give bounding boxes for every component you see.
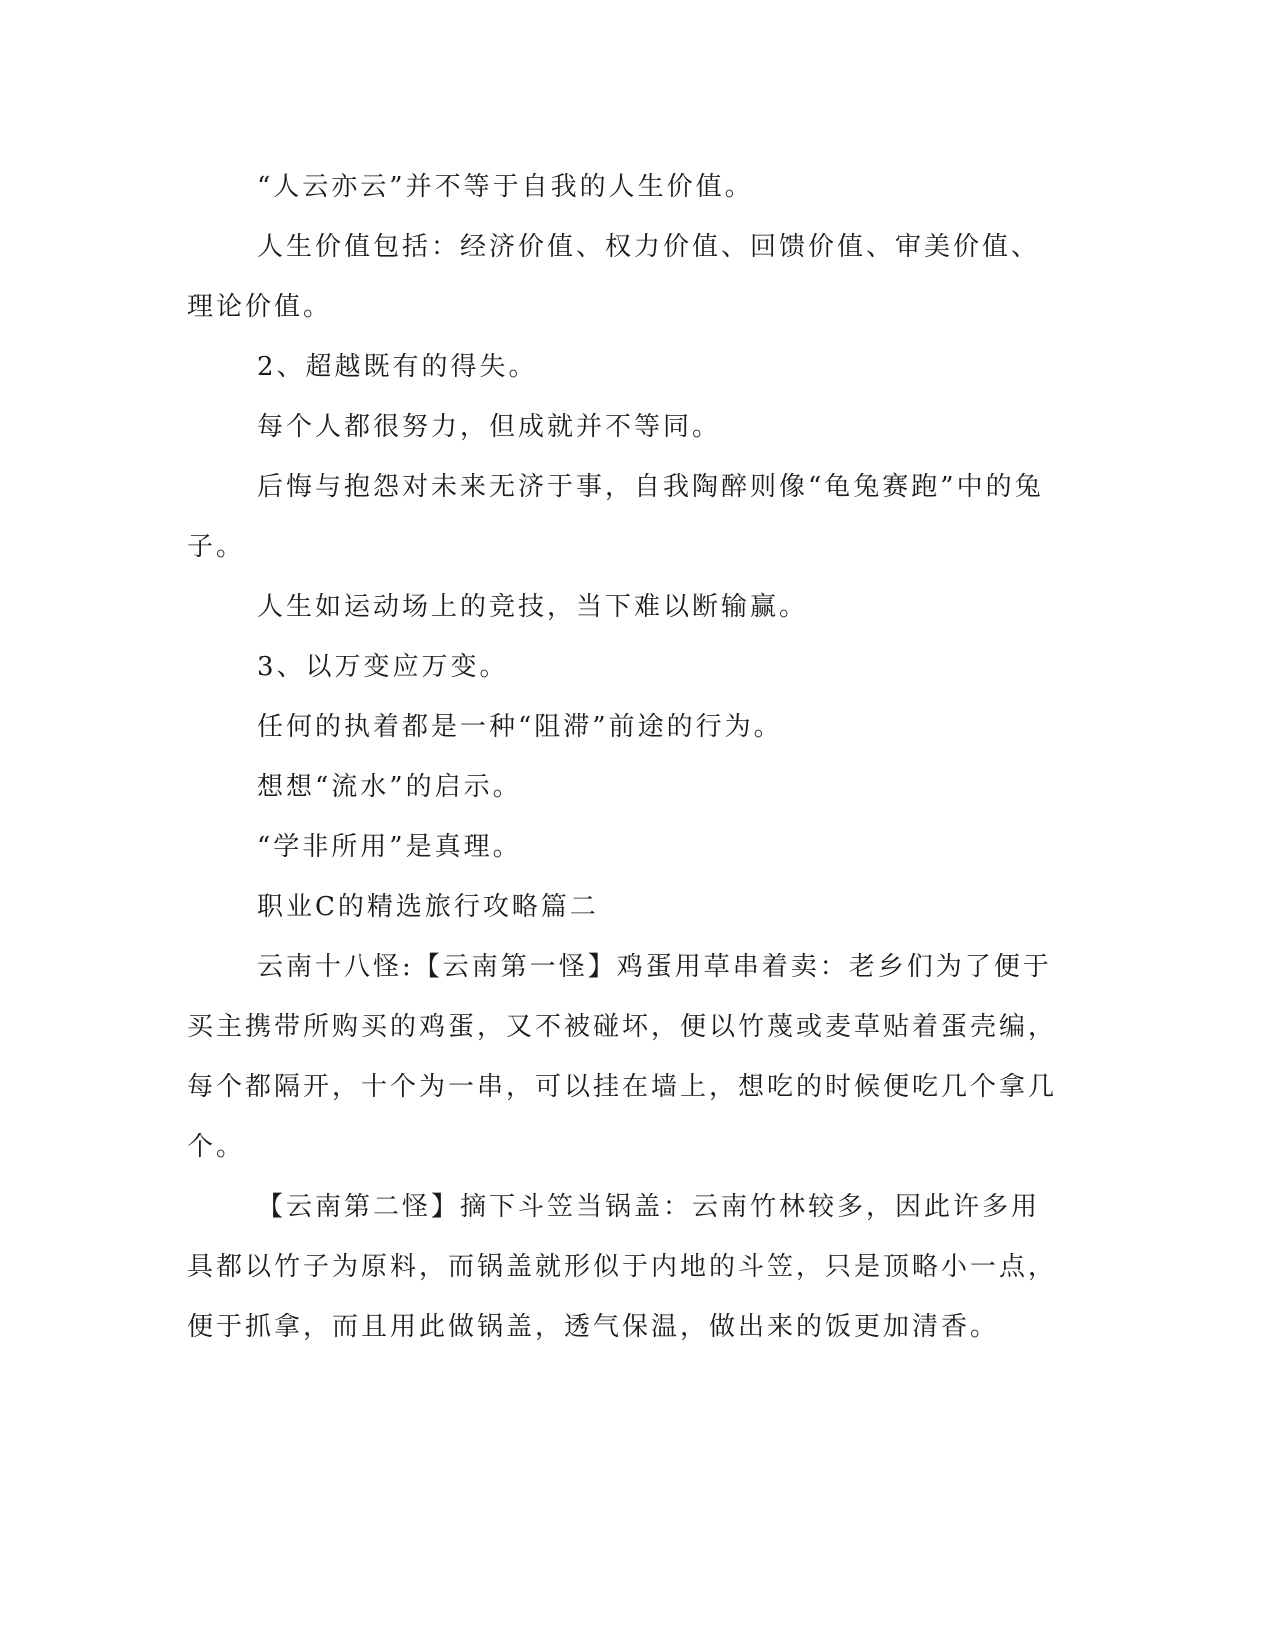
paragraph-yunnan-first: 云南十八怪:【云南第一怪】鸡蛋用草串着卖：老乡们为了便于买主携带所购买的鸡蛋，又不被碰坏，便以竹蔑或麦草贴着蛋壳编，每个都隔开，十个为一串，可以挂在墙上，想吃的时候便吃几个拿几个。	[187, 952, 1058, 1162]
paragraph-point-2: 2、超越既有的得失。	[257, 352, 538, 382]
paragraph-regret: 后悔与抱怨对未来无济于事，自我陶醉则像“龟兔赛跑”中的兔子。	[187, 472, 1044, 562]
paragraph-effort: 每个人都很努力，但成就并不等同。	[257, 412, 722, 442]
paragraph-renyun: “人云亦云”并不等于自我的人生价值。	[257, 172, 754, 202]
paragraph-value-types: 人生价值包括：经济价值、权力价值、回馈价值、审美价值、理论价值。	[187, 232, 1041, 322]
paragraph-persistence: 任何的执着都是一种“阻滞”前途的行为。	[257, 712, 783, 742]
section-heading: 职业C的精选旅行攻略篇二	[257, 892, 599, 922]
paragraph-yunnan-second: 【云南第二怪】摘下斗笠当锅盖：云南竹林较多，因此许多用具都以竹子为原料，而锅盖就形似于内地的斗笠，只是顶略小一点，便于抓拿，而且用此做锅盖，透气保温，做出来的饭更加清香。	[187, 1192, 1058, 1342]
paragraph-learning: “学非所用”是真理。	[257, 832, 522, 862]
document-body	[187, 157, 1067, 1357]
paragraph-competition: 人生如运动场上的竞技，当下难以断输赢。	[257, 592, 809, 622]
paragraph-point-3: 3、以万变应万变。	[257, 652, 509, 682]
paragraph-water: 想想“流水”的启示。	[257, 772, 522, 802]
